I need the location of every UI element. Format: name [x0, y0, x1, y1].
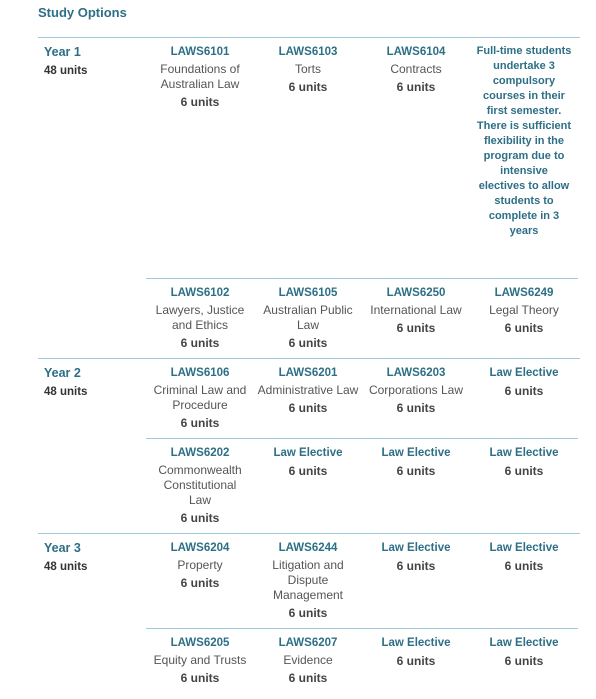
course-name: Foundations of Australian Law [160, 62, 240, 91]
divider [146, 628, 578, 629]
course-cell[interactable] [362, 635, 470, 669]
course-cell[interactable] [146, 365, 254, 431]
course-cell[interactable] [470, 365, 578, 399]
course-cell[interactable] [146, 540, 254, 591]
course-cell[interactable] [146, 445, 254, 526]
course-cell[interactable] [146, 635, 254, 686]
course-code[interactable]: Law Elective [381, 447, 451, 459]
course-units: 6 units [504, 384, 544, 398]
course-code[interactable]: LAWS6205 [170, 637, 230, 649]
course-code[interactable]: LAWS6102 [170, 287, 230, 299]
course-units: 6 units [396, 321, 436, 335]
course-units: 6 units [504, 559, 544, 573]
course-code[interactable]: LAWS6106 [170, 367, 230, 379]
year-name: Year 1 [44, 45, 81, 59]
course-name: Torts [294, 62, 321, 76]
course-name: Criminal Law and Procedure [153, 383, 247, 412]
course-name: International Law [370, 303, 462, 317]
course-cell[interactable] [470, 445, 578, 479]
course-code[interactable]: LAWS6201 [278, 367, 338, 379]
course-code[interactable]: Law Elective [489, 367, 559, 379]
course-code[interactable]: Law Elective [489, 542, 559, 554]
course-units: 6 units [396, 464, 436, 478]
course-units: 6 units [504, 321, 544, 335]
divider [146, 278, 578, 279]
course-units: 6 units [396, 559, 436, 573]
course-name: Lawyers, Justice and Ethics [155, 303, 245, 332]
course-cell[interactable] [254, 635, 362, 686]
course-units: 6 units [504, 464, 544, 478]
course-units: 6 units [180, 511, 220, 525]
year-units: 48 units [44, 561, 88, 573]
course-name: Legal Theory [489, 303, 559, 317]
course-units: 6 units [288, 80, 328, 94]
course-code[interactable]: LAWS6244 [278, 542, 338, 554]
course-units: 6 units [180, 576, 220, 590]
course-code[interactable]: LAWS6104 [386, 46, 446, 58]
course-name: Australian Public Law [263, 303, 353, 332]
course-units: 6 units [180, 336, 220, 350]
divider [38, 358, 580, 359]
course-units: 6 units [504, 654, 544, 668]
course-name: Evidence [283, 653, 333, 667]
year-name: Year 2 [44, 366, 81, 380]
course-cell[interactable] [254, 540, 362, 621]
course-cell[interactable] [470, 285, 578, 336]
course-code[interactable]: LAWS6249 [494, 287, 554, 299]
year-units: 48 units [44, 386, 88, 398]
course-cell[interactable] [362, 445, 470, 479]
course-units: 6 units [288, 606, 328, 620]
course-units: 6 units [288, 336, 328, 350]
course-cell[interactable] [146, 44, 254, 110]
course-code[interactable]: LAWS6207 [278, 637, 338, 649]
year-label [44, 540, 87, 575]
course-code[interactable]: Law Elective [489, 447, 559, 459]
course-code[interactable]: Law Elective [489, 637, 559, 649]
course-code[interactable]: Law Elective [381, 637, 451, 649]
course-code[interactable]: LAWS6105 [278, 287, 338, 299]
course-code[interactable]: LAWS6250 [386, 287, 446, 299]
course-name: Property [177, 558, 223, 572]
course-cell[interactable] [470, 635, 578, 669]
year-units: 48 units [44, 65, 88, 77]
course-cell[interactable] [146, 285, 254, 351]
course-code[interactable]: Law Elective [381, 542, 451, 554]
divider [146, 438, 578, 439]
page-title: Study Options [38, 5, 127, 20]
course-code[interactable]: LAWS6101 [170, 46, 230, 58]
course-units: 6 units [396, 80, 436, 94]
course-units: 6 units [180, 95, 220, 109]
course-cell[interactable] [362, 540, 470, 574]
course-name: Contracts [390, 62, 442, 76]
course-cell[interactable] [362, 44, 470, 95]
course-name: Commonwealth Constitutional Law [158, 463, 242, 507]
course-name: Equity and Trusts [153, 653, 247, 667]
year-label [44, 44, 87, 79]
year-label [44, 365, 87, 400]
course-name: Corporations Law [368, 383, 464, 397]
course-code[interactable]: LAWS6202 [170, 447, 230, 459]
course-units: 6 units [180, 671, 220, 685]
course-units: 6 units [288, 464, 328, 478]
course-units: 6 units [288, 401, 328, 415]
course-cell[interactable] [254, 365, 362, 416]
study-note: Full-time students undertake 3 compulsory courses in their first semester. There is sufficient flexibility in the program due to intensive electives to allow students to complete in 3 years [476, 45, 572, 237]
course-cell[interactable] [254, 285, 362, 351]
course-cell[interactable] [470, 540, 578, 574]
course-cell[interactable] [254, 44, 362, 95]
divider [38, 533, 580, 534]
course-units: 6 units [396, 654, 436, 668]
course-cell[interactable] [254, 445, 362, 479]
course-code[interactable]: LAWS6203 [386, 367, 446, 379]
course-units: 6 units [396, 401, 436, 415]
note-cell [470, 44, 578, 239]
course-name: Litigation and Dispute Management [272, 558, 344, 602]
course-units: 6 units [180, 416, 220, 430]
course-name: Administrative Law [257, 383, 359, 397]
year-name: Year 3 [44, 541, 81, 555]
course-units: 6 units [288, 671, 328, 685]
course-cell[interactable] [362, 365, 470, 416]
course-code[interactable]: Law Elective [273, 447, 343, 459]
course-code[interactable]: LAWS6204 [170, 542, 230, 554]
course-cell[interactable] [362, 285, 470, 336]
course-code[interactable]: LAWS6103 [278, 46, 338, 58]
divider [38, 37, 580, 38]
